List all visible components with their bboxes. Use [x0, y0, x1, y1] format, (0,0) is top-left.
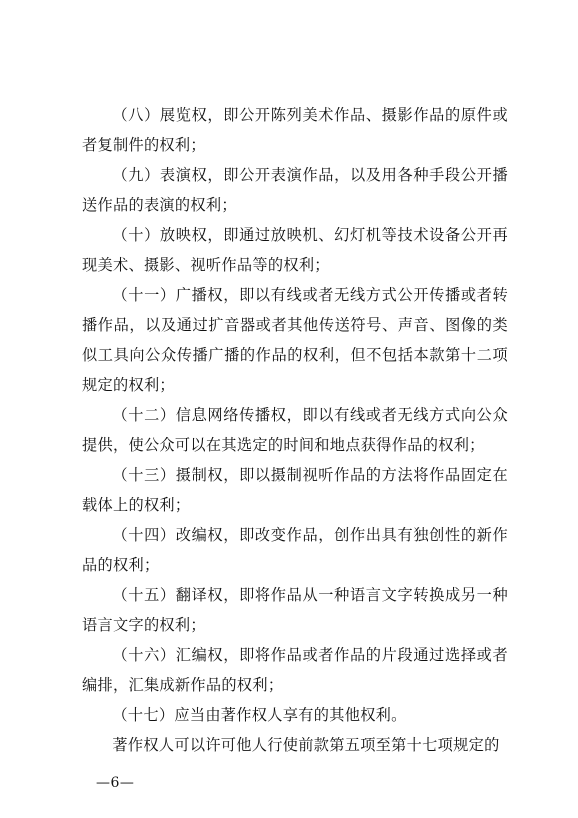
paragraph-filming-right: （十三）摄制权，即以摄制视听作品的方法将作品固定在载体上的权利；	[82, 466, 508, 514]
page-number: —6—	[96, 775, 135, 791]
paragraph-other-rights: （十七）应当由著作权人享有的其他权利。	[112, 706, 407, 724]
paragraph-broadcasting-right: （十一）广播权，即以有线或者无线方式公开传播或者转播作品，以及通过扩音器或者其他传送符号、声音、图像的类似工具向公众传播广播的作品的权利，但不包括本款第十二项规定的权利；	[82, 286, 508, 394]
paragraph-performance-right: （九）表演权，即公开表演作品，以及用各种手段公开播送作品的表演的权利；	[82, 166, 508, 214]
paragraph-network-dissemination-right: （十二）信息网络传播权，即以有线或者无线方式向公众提供，使公众可以在其选定的时间和地点获得作品的权利；	[82, 406, 508, 454]
paragraph-compilation-right: （十六）汇编权，即将作品或者作品的片段通过选择或者编排，汇集成新作品的权利；	[82, 646, 508, 694]
paragraph-screening-right: （十）放映权，即通过放映机、幻灯机等技术设备公开再现美术、摄影、视听作品等的权利；	[82, 226, 508, 274]
paragraph-exhibition-right: （八）展览权，即公开陈列美术作品、摄影作品的原件或者复制件的权利；	[82, 106, 508, 154]
paragraph-licensing: 著作权人可以许可他人行使前款第五项至第十七项规定的	[112, 736, 500, 754]
paragraph-adaptation-right: （十四）改编权，即改变作品，创作出具有独创性的新作品的权利；	[82, 526, 508, 574]
paragraph-translation-right: （十五）翻译权，即将作品从一种语言文字转换成另一种语言文字的权利；	[82, 586, 508, 634]
body-text	[82, 100, 508, 760]
